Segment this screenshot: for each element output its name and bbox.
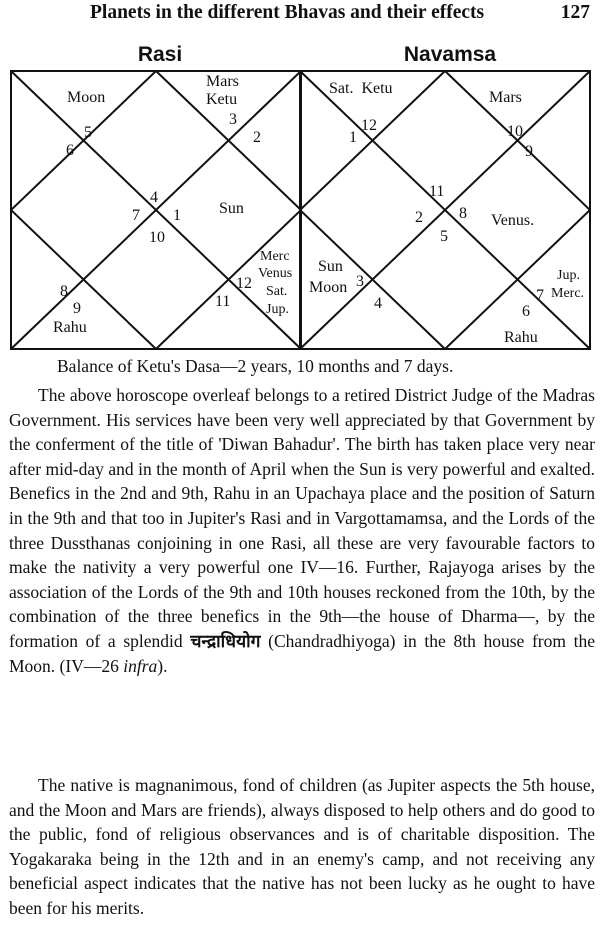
navamsa-house-number: 11: [429, 183, 445, 200]
rasi-occupant-merc: Merc: [260, 249, 290, 264]
rasi-occupant-venus: Venus: [258, 266, 293, 281]
navamsa-house-number: 2: [415, 209, 423, 226]
rasi-house-number: 12: [236, 275, 252, 292]
navamsa-occupant-rahu: Rahu: [504, 329, 538, 346]
rasi-house-number: 2: [253, 129, 261, 146]
rasi-house-number: 1: [173, 207, 181, 224]
navamsa-occupant-sat-ketu: Sat. Ketu: [329, 80, 393, 97]
rasi-house-number: 11: [215, 293, 231, 310]
navamsa-chart-title: Navamsa: [403, 43, 497, 66]
rasi-house-number: 7: [132, 207, 140, 224]
rasi-occupant-rahu: Rahu: [53, 319, 87, 336]
devanagari-term: चन्द्राधियोग: [190, 630, 261, 651]
dasa-balance-caption: Balance of Ketu's Dasa—2 years, 10 months and 7 days.: [57, 356, 454, 376]
rasi-house-number: 9: [73, 300, 81, 317]
navamsa-house-number: 7: [536, 287, 544, 304]
navamsa-occupant-sun: Sun: [318, 258, 343, 275]
rasi-occupant-sun: Sun: [219, 200, 244, 217]
rasi-house-number: 10: [149, 229, 165, 246]
body-paragraph-2: [9, 773, 595, 921]
navamsa-chart: [299, 70, 591, 350]
navamsa-occupant-venus: Venus.: [491, 212, 535, 229]
navamsa-occupant-jup: Jup.: [557, 268, 580, 283]
navamsa-house-number: 4: [374, 295, 382, 312]
rasi-house-number: 4: [150, 189, 158, 206]
navamsa-house-number: 8: [459, 205, 467, 222]
paragraph-1-text-2: (Chandradhiyoga) in the 8th house from the Moon. (IV—26: [9, 630, 596, 676]
rasi-occupant-ketu: Ketu: [206, 91, 238, 108]
rasi-chart-title: Rasi: [137, 43, 183, 66]
navamsa-occupant-moon: Moon: [309, 279, 348, 296]
rasi-occupant-jup: Jup.: [266, 302, 289, 317]
page-header: [90, 2, 590, 30]
page-number: 127: [560, 2, 590, 23]
rasi-house-number: 5: [84, 124, 92, 141]
navamsa-house-number: 3: [356, 273, 364, 290]
rasi-house-number: 6: [66, 142, 74, 159]
navamsa-house-number: 9: [525, 143, 533, 160]
navamsa-occupant-merc: Merc.: [551, 286, 585, 301]
paragraph-1-text: The above horoscope overleaf belongs to a retired District Judge of the Madras Government. His services have been very well appreciated by that Government by the conferment of the title of 'Diwan Bahadur'. The birth has taken place very near after mid-day and in the month of April when the Sun is very powerful and exalted. Benefics in the 2nd and 9th, Rahu in an Upachaya place and the position of Saturn in the 9th and that too in Jupiter's Rasi and in Vargottamamsa, and the Lords of the three Dussthanas conjoining in one Rasi, all these are very favourable factors to make the nativity a very powerful one IV—16. Further, Rajayoga arises by the association of the Lords of the 9th and 10th houses reckoned from the 10th, by the combination of the three benefics in the 9th—the house of Dharma—, by the formation of a splendid: [9, 385, 595, 651]
rasi-house-number: 3: [229, 111, 237, 128]
rasi-occupant-sat: Sat.: [266, 284, 288, 299]
navamsa-house-number: 12: [361, 117, 377, 134]
navamsa-house-number: 5: [440, 228, 448, 245]
rasi-chart: [10, 70, 302, 350]
page-header-title: Planets in the different Bhavas and their effects: [90, 2, 485, 23]
navamsa-house-number: 1: [349, 129, 357, 146]
paragraph-2-text: The native is magnanimous, fond of children (as Jupiter aspects the 5th house, and the Moon and Mars are friends), always disposed to help others and do good to the public, fond of religious observances and is of charitable disposition. The Yogakaraka being in the 12th and in an enemy's camp, and not receiving any beneficial aspect indicates that the native has not been lucky as he ought to have been for his merits.: [9, 775, 595, 918]
navamsa-occupant-mars: Mars: [489, 89, 522, 106]
body-paragraph-1: [9, 383, 595, 678]
rasi-occupant-moon: Moon: [67, 89, 106, 106]
rasi-house-number: 8: [60, 283, 68, 300]
navamsa-house-number: 10: [507, 123, 523, 140]
navamsa-house-number: 6: [522, 303, 530, 320]
italic-infra: infra: [123, 655, 158, 676]
paragraph-1-text-3: ).: [157, 655, 168, 676]
rasi-occupant-mars: Mars: [206, 73, 239, 90]
